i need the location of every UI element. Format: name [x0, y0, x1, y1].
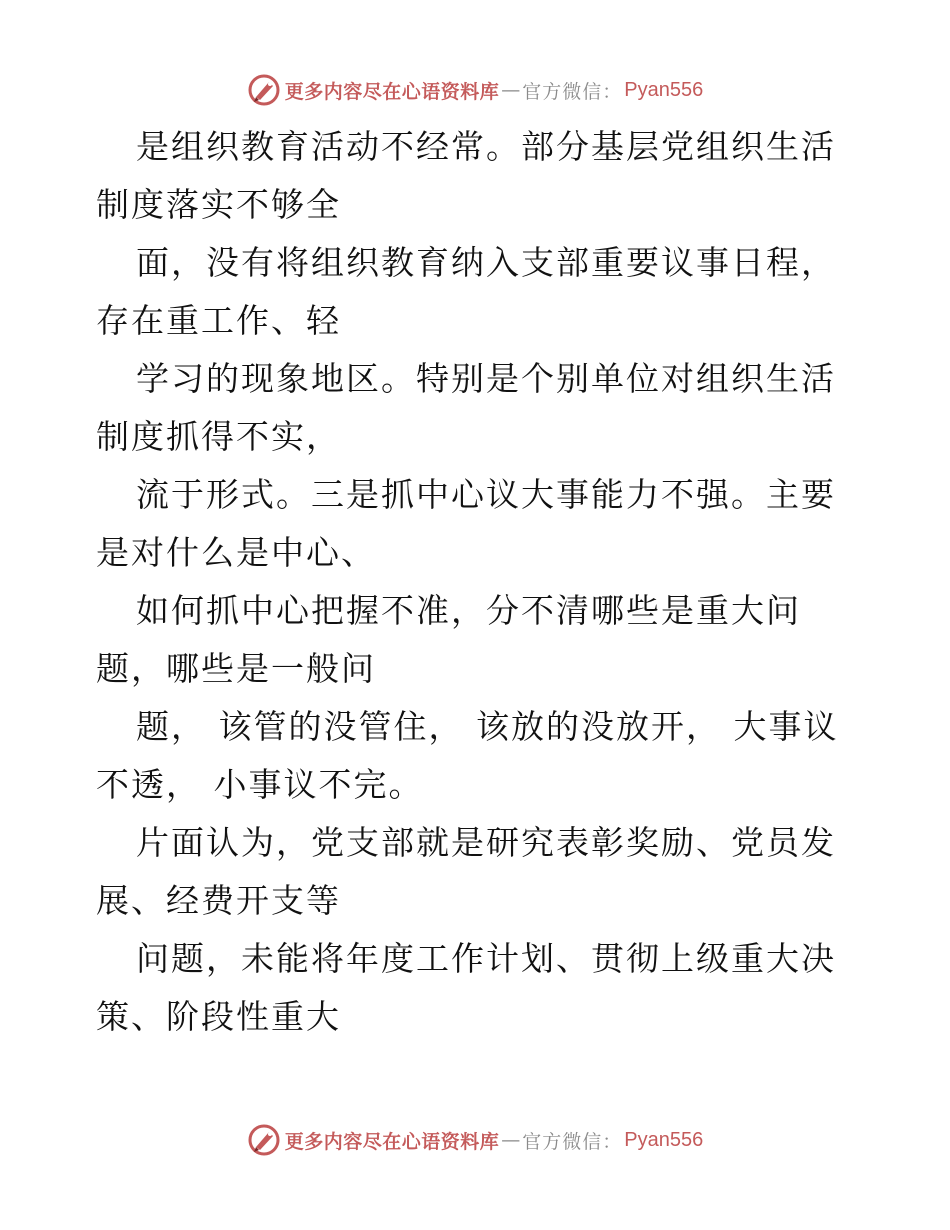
footer-watermark	[0, 1120, 950, 1160]
paragraph: 问题，未能将年度工作计划、贯彻上级重大决策、阶段性重大	[96, 939, 836, 1036]
pen-logo-icon	[247, 73, 281, 107]
watermark-dash: —	[501, 79, 521, 101]
paragraph: 流于形式。三是抓中心议大事能力不强。主要是对什么是中心、	[96, 475, 836, 572]
paragraph: 面，没有将组织教育纳入支部重要议事日程，存在重工作、轻	[96, 243, 836, 340]
paragraph: 如何抓中心把握不准，分不清哪些是重大问题，哪些是一般问	[96, 591, 801, 688]
paragraph: 是组织教育活动不经常。部分基层党组织生活制度落实不够全	[96, 127, 836, 224]
pen-logo-icon	[247, 1123, 281, 1157]
watermark-text: 更多内容尽在心语资料库	[284, 1130, 500, 1153]
watermark-id: Pyan556	[624, 1128, 704, 1151]
paragraph: 片面认为，党支部就是研究表彰奖励、党员发展、经费开支等	[96, 823, 836, 920]
watermark-dash: —	[501, 1129, 521, 1151]
header-watermark	[0, 70, 950, 110]
paragraph: 题， 该管的没管住， 该放的没放开， 大事议不透， 小事议不完。	[96, 707, 839, 804]
paragraph: 学习的现象地区。特别是个别单位对组织生活制度抓得不实，	[96, 359, 836, 456]
watermark-official: 官方微信：	[522, 1130, 623, 1153]
watermark-official: 官方微信：	[522, 80, 623, 103]
watermark-text: 更多内容尽在心语资料库	[284, 80, 500, 103]
document-body	[96, 118, 856, 1046]
watermark-id: Pyan556	[624, 78, 704, 101]
